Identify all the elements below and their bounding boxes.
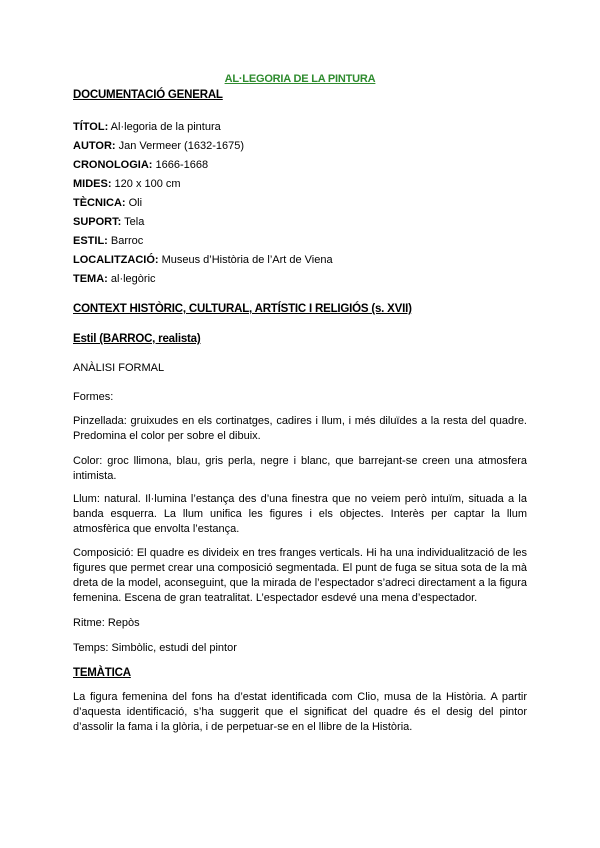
field-label: TEMA: xyxy=(73,273,108,285)
field-value: Al·legoria de la pintura xyxy=(108,121,221,133)
field-value: 1666-1668 xyxy=(152,159,209,171)
ritme-line: Ritme: Repòs xyxy=(73,617,140,629)
temps-line: Temps: Simbòlic, estudi del pintor xyxy=(73,642,237,654)
field-value: al·legòric xyxy=(107,273,156,285)
tematica-heading: TEMÀTICA xyxy=(73,667,131,679)
field-label: TÈCNICA: xyxy=(73,197,126,209)
context-heading: CONTEXT HISTÒRIC, CULTURAL, ARTÍSTIC I RELIGIÓS (s. XVII) xyxy=(73,303,412,315)
field-suport xyxy=(73,215,144,230)
field-label: ESTIL: xyxy=(73,235,108,247)
field-label: MIDES: xyxy=(73,178,112,190)
field-label: TÍTOL: xyxy=(73,121,109,133)
general-documentation-heading: DOCUMENTACIÓ GENERAL xyxy=(73,89,223,101)
field-label: SUPORT: xyxy=(73,216,122,228)
paragraph-pinzellada: Pinzellada: gruixudes en els cortinatges, cadires i llum, i més diluïdes a la resta del quadre. Predomina el color per sobre el dibuix. xyxy=(73,415,527,442)
field-titol xyxy=(73,120,221,135)
field-estil xyxy=(73,234,143,249)
field-value: Oli xyxy=(125,197,143,209)
paragraph-llum: Llum: natural. Il·lumina l’estança des d’una finestra que no veiem però intuïm, situada a la banda esquerra. La llum unifica les figures i els objectes. Interès per captar la llum atmosfèrica que envolta l’estança. xyxy=(73,493,527,535)
field-tecnica xyxy=(73,196,142,211)
forms-label: Formes: xyxy=(73,391,114,403)
field-value: Barroc xyxy=(107,235,144,247)
field-value: Jan Vermeer (1632-1675) xyxy=(115,140,244,152)
field-localitzacio xyxy=(73,253,333,268)
field-autor xyxy=(73,139,244,154)
paragraph-tematica: La figura femenina del fons ha d’estat identificada com Clio, musa de la Història. A partir d’aquesta identificació, s’ha suggerit que el significat del quadre és el desig del pintor d’assolir la fama i la glòria, i de perpetuar-se en el llibre de la Història. xyxy=(73,691,527,733)
field-value: Tela xyxy=(121,216,145,228)
field-label: AUTOR: xyxy=(73,140,116,152)
document-title: AL·LEGORIA DE LA PINTURA xyxy=(224,73,376,85)
field-label: CRONOLOGIA: xyxy=(73,159,153,171)
field-mides xyxy=(73,177,181,192)
field-label: LOCALITZACIÓ: xyxy=(73,254,159,266)
formal-analysis-label: ANÀLISI FORMAL xyxy=(73,362,165,374)
field-tema xyxy=(73,272,156,287)
field-value: 120 x 100 cm xyxy=(111,178,181,190)
field-value: Museus d’Història de l’Art de Viena xyxy=(158,254,333,266)
field-cronologia xyxy=(73,158,208,173)
paragraph-color: Color: groc llimona, blau, gris perla, negre i blanc, que barrejant-se creen una atmosfera intimista. xyxy=(73,455,527,482)
paragraph-composicio: Composició: El quadre es divideix en tres franges verticals. Hi ha una individualització de les figures que permet crear una composició segmentada. El punt de fuga se situa sota de la mà dreta de la model, aconseguint, que la mirada de l’espectador s’adreci directament a la figura femenina. Escena de gran teatralitat. L’espectador esdevé una mena d’espectador. xyxy=(73,547,527,604)
style-heading: Estil (BARROC, realista) xyxy=(73,333,201,345)
